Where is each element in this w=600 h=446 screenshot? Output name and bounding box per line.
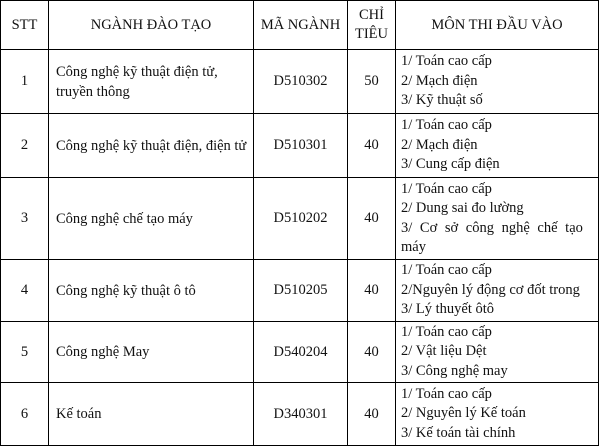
- cell-major: Công nghệ May: [49, 322, 254, 383]
- table-row: [1, 383, 599, 446]
- table-row: [1, 260, 599, 322]
- subject-item: 1/ Toán cao cấp: [401, 180, 492, 197]
- cell-stt: 2: [1, 114, 49, 178]
- cell-subjects: [396, 50, 599, 114]
- cell-stt: 4: [1, 260, 49, 322]
- cell-major: Công nghệ kỹ thuật điện, điện tử: [49, 114, 254, 178]
- cell-subjects: [396, 114, 599, 178]
- subject-item: 2/ Dung sai đo lường: [401, 200, 524, 216]
- subject-item: 3/ Công nghệ may: [401, 362, 508, 379]
- subject-item: 2/ Nguyên lý Kế toán: [401, 405, 526, 422]
- header-code: MÃ NGÀNH: [254, 1, 348, 50]
- subject-item: 2/ Vật liệu Dệt: [401, 343, 487, 360]
- cell-quota: 40: [348, 322, 396, 383]
- header-quota: CHỈ TIÊU: [348, 1, 396, 50]
- cell-stt: 1: [1, 50, 49, 114]
- cell-subjects: [396, 178, 599, 260]
- cell-stt: 3: [1, 178, 49, 260]
- subject-item: 1/ Toán cao cấp: [401, 385, 492, 402]
- subject-item: 2/ Mạch điện: [401, 72, 478, 89]
- cell-quota: 40: [348, 178, 396, 260]
- cell-major: Công nghệ kỹ thuật ô tô: [49, 260, 254, 322]
- cell-quota: 40: [348, 260, 396, 322]
- subject-item: 3/ Cung cấp điện: [401, 156, 500, 173]
- cell-subjects: [396, 383, 599, 446]
- cell-stt: 6: [1, 383, 49, 446]
- subject-item: 2/ Mạch điện: [401, 136, 478, 153]
- header-row: [1, 1, 599, 50]
- table-row: [1, 50, 599, 114]
- cell-code: D510302: [254, 50, 348, 114]
- cell-major: Công nghệ kỹ thuật điện tử, truyền thông: [49, 50, 254, 114]
- header-stt: STT: [1, 1, 49, 50]
- cell-quota: 40: [348, 383, 396, 446]
- cell-stt: 5: [1, 322, 49, 383]
- table-row: [1, 178, 599, 260]
- table-row: [1, 114, 599, 178]
- cell-quota: 50: [348, 50, 396, 114]
- header-subjects: MÔN THI ĐẦU VÀO: [396, 1, 599, 50]
- cell-code: D540204: [254, 322, 348, 383]
- cell-major: Công nghệ chế tạo máy: [49, 178, 254, 260]
- subject-item: 3/ Kế toán tài chính: [401, 424, 516, 441]
- cell-quota: 40: [348, 114, 396, 178]
- subject-item: 3/ Cơ sở công nghệ chế tạo máy: [401, 219, 583, 255]
- subject-item: 1/ Toán cao cấp: [401, 262, 492, 279]
- cell-subjects: [396, 260, 599, 322]
- cell-code: D510301: [254, 114, 348, 178]
- cell-subjects: [396, 322, 599, 383]
- cell-code: D510205: [254, 260, 348, 322]
- cell-code: D510202: [254, 178, 348, 260]
- subject-item: 1/ Toán cao cấp: [401, 117, 492, 134]
- cell-code: D340301: [254, 383, 348, 446]
- subject-item: 1/ Toán cao cấp: [401, 53, 492, 70]
- subject-item: 3/ Kỹ thuật số: [401, 92, 483, 109]
- subject-item: 1/ Toán cao cấp: [401, 323, 492, 340]
- subject-item: 3/ Lý thuyết ôtô: [401, 301, 495, 318]
- cell-major: Kế toán: [49, 383, 254, 446]
- table-row: [1, 322, 599, 383]
- subject-item: 2/Nguyên lý động cơ đốt trong: [401, 281, 580, 298]
- header-major: NGÀNH ĐÀO TẠO: [49, 1, 254, 50]
